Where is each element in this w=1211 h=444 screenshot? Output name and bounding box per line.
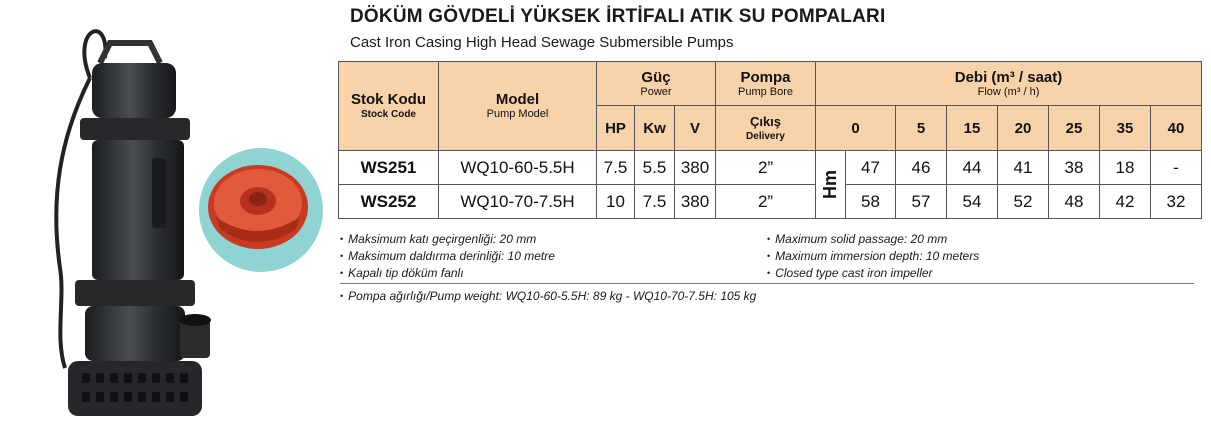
flow-column-25: 25 <box>1049 106 1100 151</box>
model-header: Model Pump Model <box>439 62 597 151</box>
note-item: • Closed type cast iron impeller <box>767 266 933 280</box>
table-row <box>339 185 1202 219</box>
stock-code-cell: WS251 <box>339 151 439 185</box>
head-cell: 41 <box>998 151 1049 185</box>
notes-english <box>767 231 1194 282</box>
bullet-icon: • <box>340 251 344 261</box>
voltage-cell: 380 <box>675 151 716 185</box>
head-cell: 42 <box>1100 185 1151 219</box>
note-item: • Kapalı tip döküm fanlı <box>340 266 464 280</box>
note-item: • Maximum immersion depth: 10 meters <box>767 249 980 263</box>
head-unit-label: Hm <box>820 169 841 200</box>
flow-header: Debi (m³ / saat) Flow (m³ / h) <box>816 62 1202 106</box>
hp-header: HP <box>597 106 635 151</box>
head-cell: 57 <box>896 185 947 219</box>
flow-column-35: 35 <box>1100 106 1151 151</box>
flow-column-15: 15 <box>947 106 998 151</box>
hp-cell: 10 <box>597 185 635 219</box>
page-title: DÖKÜM GÖVDELİ YÜKSEK İRTİFALI ATIK SU POMPALARI <box>350 6 886 27</box>
bullet-icon: • <box>767 268 771 278</box>
head-cell: 32 <box>1151 185 1202 219</box>
model-cell: WQ10-60-5.5H <box>439 151 597 185</box>
flow-column-0: 0 <box>816 106 896 151</box>
notes-divider <box>340 283 1194 284</box>
head-cell: 44 <box>947 151 998 185</box>
flow-column-40: 40 <box>1151 106 1202 151</box>
bullet-icon: • <box>767 234 771 244</box>
model-cell: WQ10-70-7.5H <box>439 185 597 219</box>
head-unit-cell <box>816 151 846 219</box>
delivery-cell: 2” <box>716 151 816 185</box>
note-item: • Maksimum daldırma derinliği: 10 metre <box>340 249 555 263</box>
delivery-header: Çıkış Delivery <box>716 106 816 151</box>
power-header: Güç Power <box>597 62 716 106</box>
kw-cell: 5.5 <box>635 151 675 185</box>
bullet-icon: • <box>340 291 344 301</box>
kw-cell: 7.5 <box>635 185 675 219</box>
stock-code-cell: WS252 <box>339 185 439 219</box>
kw-header: Kw <box>635 106 675 151</box>
bullet-icon: • <box>340 268 344 278</box>
pump-spec-table <box>338 61 1202 219</box>
voltage-header: V <box>675 106 716 151</box>
stock-code-header: Stok Kodu Stock Code <box>339 62 439 151</box>
head-cell: 58 <box>846 185 896 219</box>
note-item: • Maximum solid passage: 20 mm <box>767 232 948 246</box>
head-cell: 54 <box>947 185 998 219</box>
note-item: • Maksimum katı geçirgenliği: 20 mm <box>340 232 537 246</box>
head-cell: 38 <box>1049 151 1100 185</box>
head-cell: 52 <box>998 185 1049 219</box>
voltage-cell: 380 <box>675 185 716 219</box>
delivery-cell: 2” <box>716 185 816 219</box>
head-cell: - <box>1151 151 1202 185</box>
head-cell: 48 <box>1049 185 1100 219</box>
bullet-icon: • <box>767 251 771 261</box>
table-header-row <box>339 62 1202 106</box>
head-cell: 46 <box>896 151 947 185</box>
pump-weight-note: • Pompa ağırlığı/Pump weight: WQ10-60-5.5H: 89 kg - WQ10-70-7.5H: 105 kg <box>340 289 757 303</box>
flow-column-20: 20 <box>998 106 1049 151</box>
pump-bore-header: Pompa Pump Bore <box>716 62 816 106</box>
impeller-image <box>196 145 326 275</box>
flow-column-5: 5 <box>896 106 947 151</box>
table-row <box>339 151 1202 185</box>
hp-cell: 7.5 <box>597 151 635 185</box>
notes-turkish <box>340 231 767 282</box>
head-cell: 18 <box>1100 151 1151 185</box>
page-subtitle: Cast Iron Casing High Head Sewage Submersible Pumps <box>350 34 734 51</box>
bullet-icon: • <box>340 234 344 244</box>
head-cell: 47 <box>846 151 896 185</box>
notes-section <box>340 231 1194 305</box>
